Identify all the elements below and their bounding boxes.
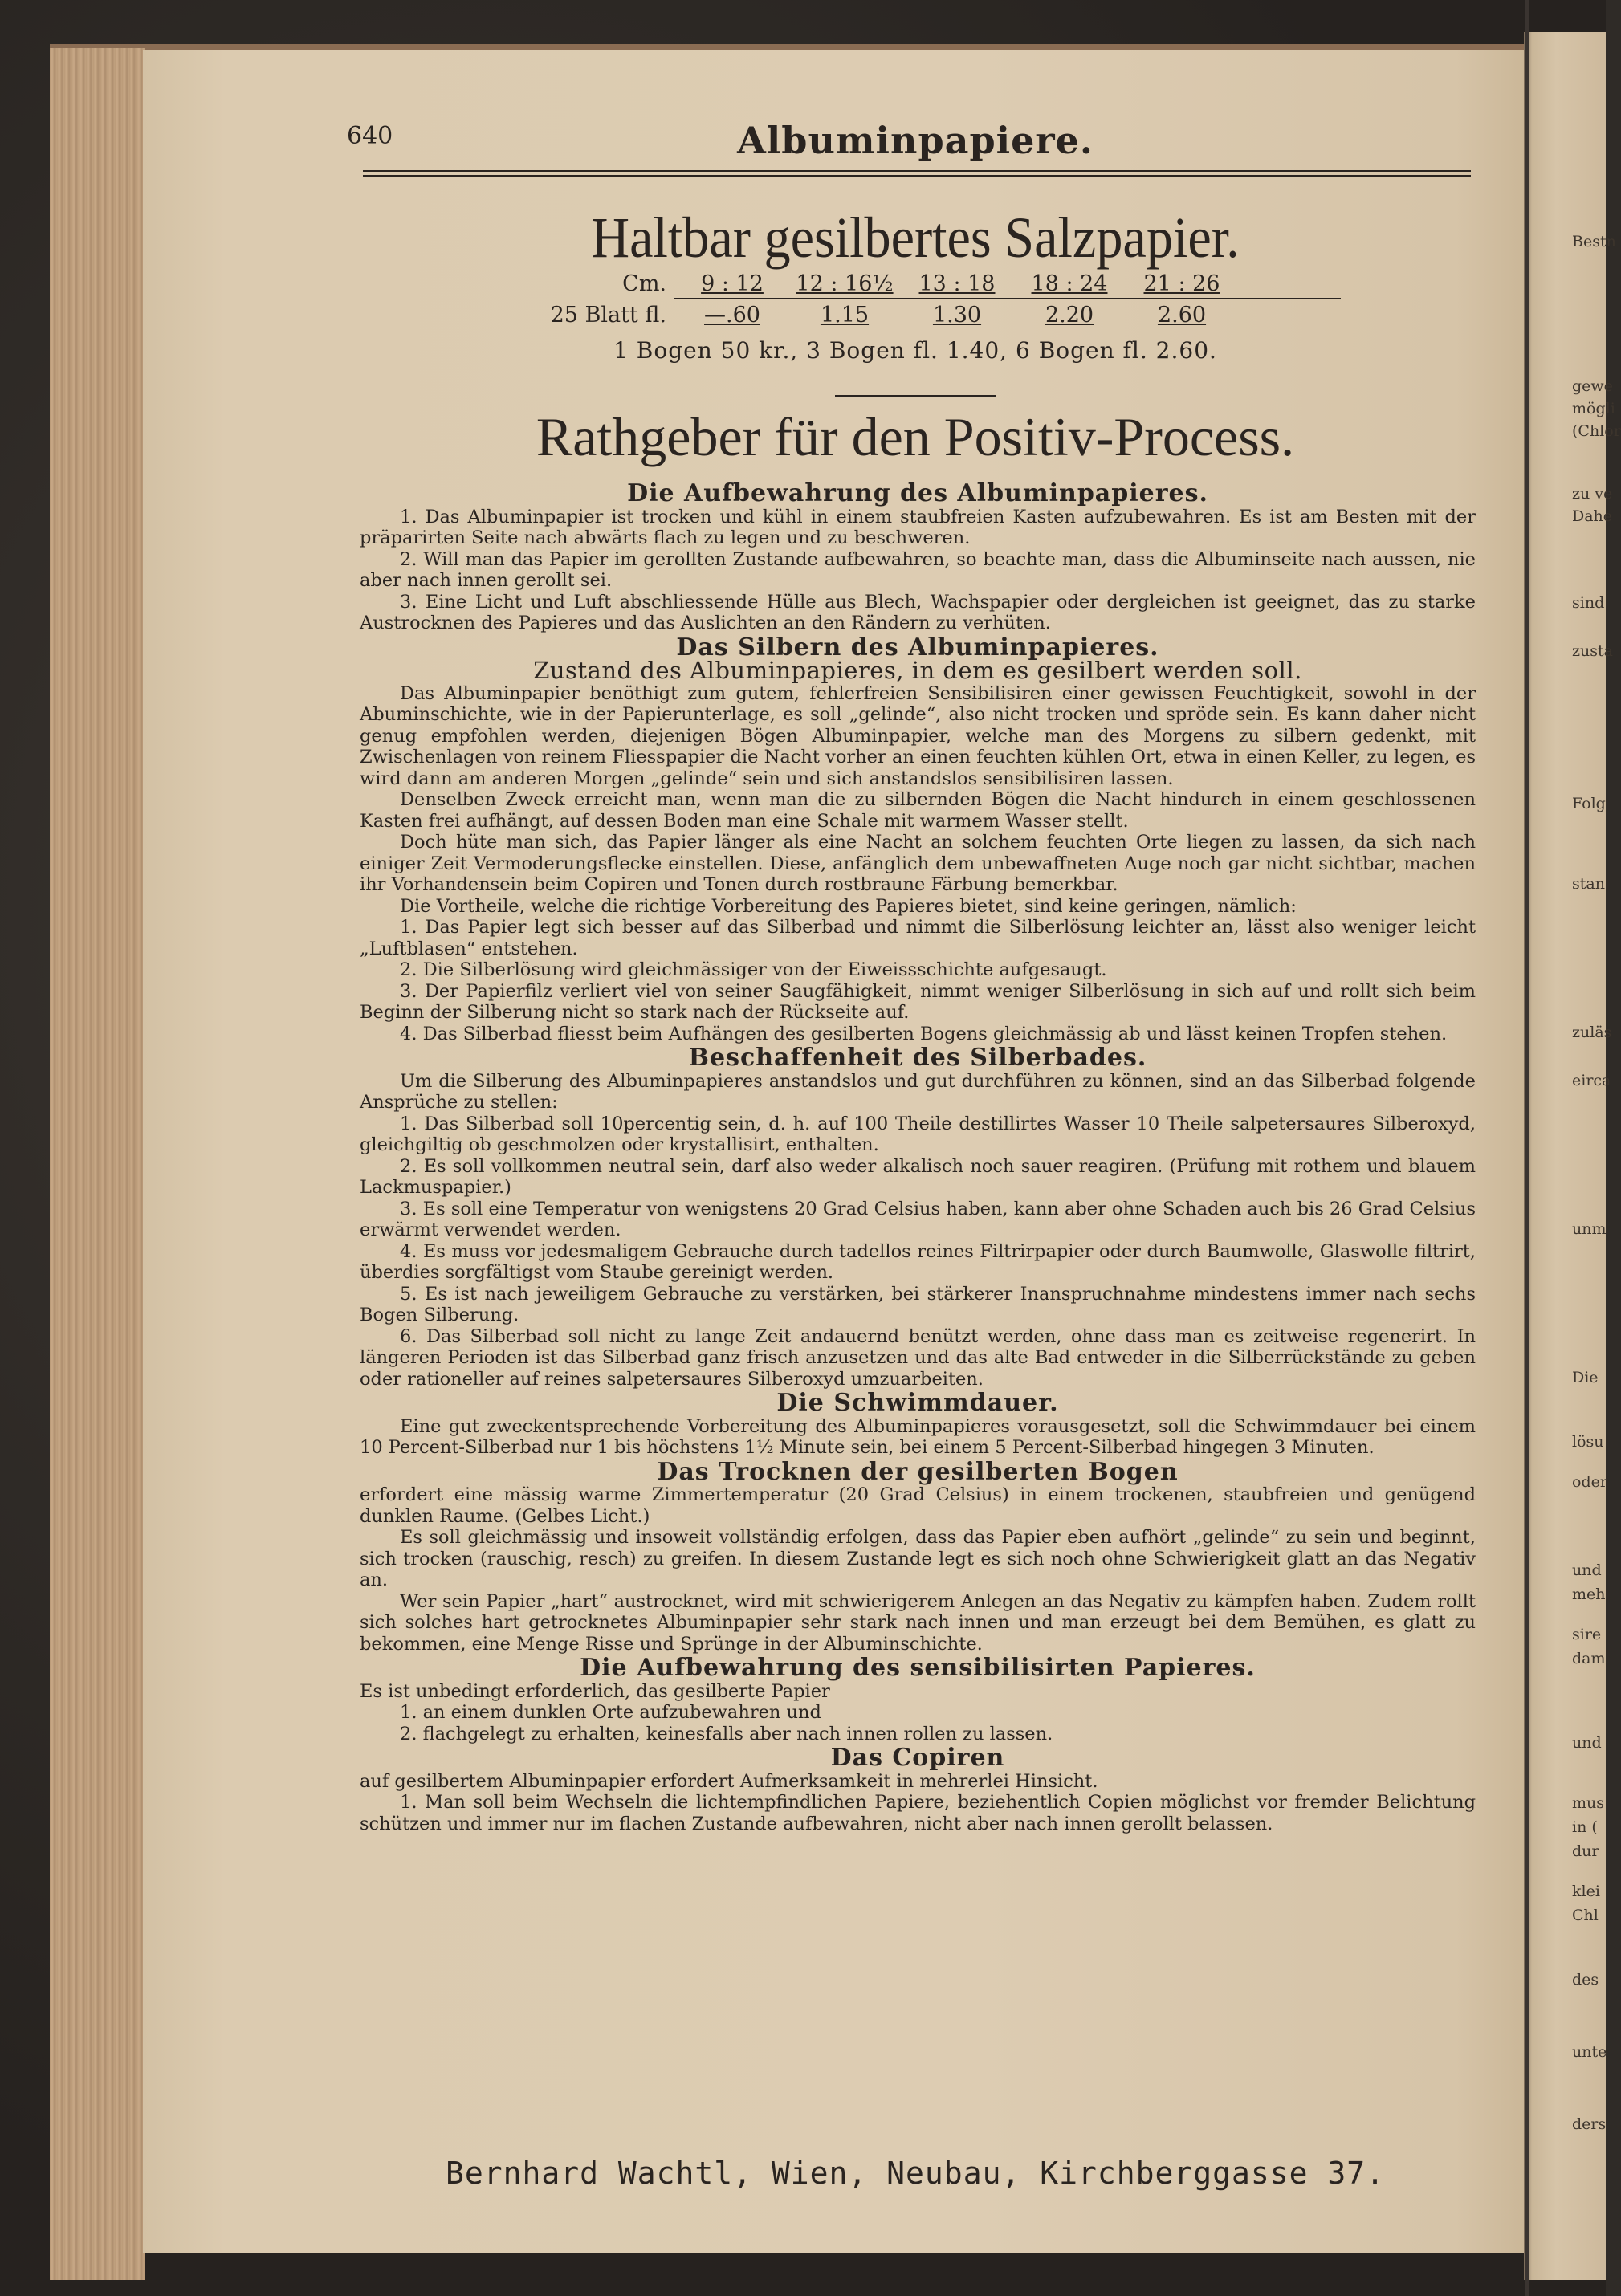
paragraph: 3. Eine Licht und Luft abschliessende Hülle aus Blech, Wachspapier oder dergleichen ist geeignet, das zu starke Austrocknen des Papieres und das Auslichten an den Rändern zu verhüten. bbox=[360, 591, 1476, 633]
salzpapier-heading: Haltbar gesilbertes Salzpapier. bbox=[591, 206, 1240, 270]
section-heading: Die Aufbewahrung des Albuminpapieres. bbox=[627, 479, 1208, 507]
adjacent-page-fragment: zuläs bbox=[1572, 1024, 1612, 1041]
adjacent-page-fragment: und bbox=[1572, 1734, 1602, 1752]
price-cell: 1.30 bbox=[932, 303, 982, 328]
size-cell: 9 : 12 bbox=[701, 271, 764, 296]
price-cell: 2.20 bbox=[1045, 303, 1094, 328]
paragraph: Das Albuminpapier benöthigt zum gutem, fehlerfreien Sensibilisiren einer gewissen Feuchtigkeit, sowohl in der Abuminschichte, wie in der Papierunterlage, es soll „gelinde“, also nicht trocken und spröde sein. Es kann daher nicht genug empfohlen werden, diejenigen Bögen Albuminpapier, welche man des Morgens zu silbern gedenkt, mit Zwischenlagen von reinem Fliesspapier die Nacht vorher an einen feuchten kühlen Ort, etwa in einen Keller, zu legen, es wird dann am anderen Morgen „gelinde“ sein und sich anstandslos sensibilisiren lassen. bbox=[360, 682, 1476, 789]
price-table-rule bbox=[674, 298, 1341, 299]
paragraph: 5. Es ist nach jeweiligem Gebrauche zu verstärken, bei stärkerer Inanspruchnahme mindestens immer nach sechs Bogen Silberung. bbox=[360, 1283, 1476, 1325]
adjacent-page-fragment: (Chlor bbox=[1572, 422, 1621, 440]
adjacent-page-fragment: Folg bbox=[1572, 795, 1606, 812]
adjacent-page-fragment: zu ve bbox=[1572, 485, 1613, 503]
paragraph: Um die Silberung des Albuminpapieres anstandslos und gut durchführen zu können, sind an das Silberbad folgende Ansprüche zu stellen: bbox=[360, 1070, 1476, 1113]
adjacent-page-fragment: Dahe bbox=[1572, 507, 1613, 525]
price-cell: 2.60 bbox=[1157, 303, 1207, 328]
price-cell: —.60 bbox=[704, 303, 760, 328]
adjacent-page-fragment: sind bbox=[1572, 594, 1605, 612]
size-row bbox=[514, 271, 1341, 296]
price-cell: 1.15 bbox=[820, 303, 870, 328]
paragraph: 4. Es muss vor jedesmaligem Gebrauche durch tadellos reines Filtrirpapier oder durch Baumwolle, Glaswolle filtrirt, überdies sorgfältigst vom Staube gereinigt werden. bbox=[360, 1240, 1476, 1283]
section-divider bbox=[835, 395, 996, 397]
article-body bbox=[360, 480, 1476, 1834]
adjacent-page-fragment: sire bbox=[1572, 1626, 1602, 1643]
size-cell: 18 : 24 bbox=[1031, 271, 1108, 296]
paragraph: 3. Der Papierfilz verliert viel von seiner Saugfähigkeit, nimmt weniger Silberlösung in sich auf und rollt sich beim Beginn der Silberung nicht so stark nach der Rückseite auf. bbox=[360, 980, 1476, 1023]
price-table bbox=[514, 271, 1341, 328]
section-heading: Das Silbern des Albuminpapieres. bbox=[676, 633, 1159, 662]
paragraph: 6. Das Silberbad soll nicht zu lange Zeit andauernd benützt werden, ohne dass man es zeitweise regenerirt. In längeren Perioden ist das Silberbad ganz frisch anzusetzen und das alte Bad entweder in die Silberrückstände zu geben oder rationeller auf reines salpetersaures Silberoxyd umzuarbeiten. bbox=[360, 1325, 1476, 1390]
section-heading: Das Trocknen der gesilberten Bogen bbox=[657, 1457, 1179, 1486]
header-rule-top bbox=[363, 170, 1471, 172]
paragraph: 2. Es soll vollkommen neutral sein, darf also weder alkalisch noch sauer reagiren. (Prüfung mit rothem und blauem Lackmuspapier.) bbox=[360, 1155, 1476, 1198]
paragraph: Wer sein Papier „hart“ austrocknet, wird mit schwierigerem Anlegen an das Negativ zu kämpfen haben. Zudem rollt sich solches hart getrocknetes Albuminpapier sehr stark nach innen und man erzeugt bei dem Bemühen, es glatt zu bekommen, eine Menge Risse und Sprünge in der Albuminschichte. bbox=[360, 1590, 1476, 1655]
adjacent-page-fragment: dur bbox=[1572, 1842, 1599, 1860]
section-heading: Das Copiren bbox=[830, 1744, 1005, 1772]
adjacent-page-fragment: lösu bbox=[1572, 1433, 1604, 1451]
section-heading: Die Aufbewahrung des sensibilisirten Papieres. bbox=[580, 1654, 1256, 1682]
paragraph: 1. Das Albuminpapier ist trocken und kühl in einem staubfreien Kasten aufzubewahren. Es ist am Besten mit der präparirten Seite nach abwärts flach zu legen und zu beschweren. bbox=[360, 506, 1476, 548]
adjacent-page-fragment: meh bbox=[1572, 1586, 1606, 1603]
section-heading: Beschaffenheit des Silberbades. bbox=[688, 1044, 1147, 1072]
header-rule-bottom bbox=[363, 175, 1471, 177]
paragraph: 1. Das Silberbad soll 10percentig sein, d. h. auf 100 Theile destillirtes Wasser 10 Theile salpetersaures Silberoxyd, gleichgiltig ob geschmolzen oder krystallisirt, enthalten. bbox=[360, 1113, 1476, 1155]
adjacent-page-fragment: unm bbox=[1572, 1220, 1607, 1238]
adjacent-page-fragment: Chl bbox=[1572, 1907, 1599, 1924]
page-number: 640 bbox=[347, 122, 393, 150]
adjacent-page-fragment: Die bbox=[1572, 1369, 1599, 1386]
adjacent-page-fragment: zusta bbox=[1572, 642, 1613, 660]
paragraph: Doch hüte man sich, das Papier länger als eine Nacht an solchem feuchten Orte liegen zu lassen, da sich nach einiger Zeit Vermoderungsflecke einstellen. Diese, anfänglich dem unbewaffneten Auge noch gar nicht sichtbar, machen ihr Vorhandensein beim Copiren und Tonen durch rostbraune Färbung bemerkbar. bbox=[360, 832, 1476, 895]
size-cell: 13 : 18 bbox=[918, 271, 996, 296]
paragraph: Die Vortheile, welche die richtige Vorbereitung des Papieres bietet, sind keine geringen, nämlich: bbox=[400, 895, 1297, 917]
paragraph: Denselben Zweck erreicht man, wenn man die zu silbernden Bögen die Nacht hindurch in einem geschlossenen Kasten frei aufhängt, auf dessen Boden man eine Schale mit warmem Wasser stellt. bbox=[360, 789, 1476, 832]
adjacent-page bbox=[1524, 32, 1606, 2280]
size-cell: 12 : 16½ bbox=[796, 271, 894, 296]
adjacent-page-fragment: dam bbox=[1572, 1650, 1606, 1667]
paragraph: Es ist unbedingt erforderlich, das gesilberte Papier bbox=[360, 1680, 830, 1702]
adjacent-page-fragment: in ( bbox=[1572, 1818, 1598, 1836]
paragraph: 4. Das Silberbad fliesst beim Aufhängen des gesilberten Bogens gleichmässig ab und lässt keinen Tropfen stehen. bbox=[400, 1023, 1448, 1044]
adjacent-page-fragment: oder bbox=[1572, 1473, 1607, 1491]
adjacent-page-fragment: mus bbox=[1572, 1794, 1605, 1812]
paragraph: erfordert eine mässig warme Zimmertemperatur (20 Grad Celsius) in einem trockenen, staubfreien und genügend dunklen Raume. (Gelbes Licht.) bbox=[360, 1484, 1476, 1527]
publisher-imprint: Bernhard Wachtl, Wien, Neubau, Kirchberggasse 37. bbox=[445, 2156, 1386, 2191]
paragraph: Es soll gleichmässig und insoweit vollständig erfolgen, dass das Papier eben aufhört „gelinde“ zu sein und beginnt, sich trocken (rauschig, resch) zu greifen. In diesem Zustande legt es sich noch ohne Schwierigkeit glatt an das Negativ an. bbox=[360, 1527, 1476, 1590]
adjacent-page-fragment: klei bbox=[1572, 1883, 1600, 1900]
paragraph: 3. Es soll eine Temperatur von wenigstens 20 Grad Celsius haben, kann aber ohne Schaden auch bis 26 Grad Celsius erwärmt verwendet werden. bbox=[360, 1198, 1476, 1240]
paragraph: 2. Die Silberlösung wird gleichmässiger von der Eiweissschichte aufgesaugt. bbox=[400, 959, 1107, 980]
section-heading: Die Schwimmdauer. bbox=[776, 1389, 1059, 1417]
size-label: Cm. bbox=[622, 271, 666, 296]
size-cell: 21 : 26 bbox=[1143, 271, 1220, 296]
adjacent-page-fragment: Bestn bbox=[1572, 233, 1616, 250]
adjacent-page-fragment: und bbox=[1572, 1561, 1602, 1579]
adjacent-page-fragment: mögli bbox=[1572, 400, 1615, 417]
price-label: 25 Blatt fl. bbox=[550, 303, 666, 328]
bogen-prices: 1 Bogen 50 kr., 3 Bogen fl. 1.40, 6 Bogen fl. 2.60. bbox=[613, 337, 1217, 364]
adjacent-page-fragment: gewe bbox=[1572, 377, 1613, 395]
page-stack-edge bbox=[50, 48, 145, 2280]
adjacent-page-fragment: ders bbox=[1572, 2115, 1607, 2133]
paragraph: 1. Man soll beim Wechseln die lichtempfindlichen Papiere, beziehentlich Copien möglichst vor fremder Belichtung schützen und immer nur im flachen Zustande aufbewahren, nicht aber nach innen gerollt belassen. bbox=[360, 1792, 1476, 1834]
gutter-line bbox=[1525, 0, 1529, 2296]
adjacent-page-fragment: unte bbox=[1572, 2043, 1607, 2061]
paragraph: Eine gut zweckentsprechende Vorbereitung des Albuminpapieres vorausgesetzt, soll die Schwimmdauer bei einem 10 Percent-Silberbad nur 1 bis höchstens 1½ Minute sein, bei einem 5 Percent-Silberbad hingegen 3 Minuten. bbox=[360, 1415, 1476, 1458]
paragraph: 1. Das Papier legt sich besser auf das Silberbad und nimmt die Silberlösung leichter an, lässt also weniger leicht „Luftblasen“ entstehen. bbox=[360, 917, 1476, 959]
price-row bbox=[514, 303, 1341, 328]
paragraph: 2. Will man das Papier im gerollten Zustande aufbewahren, so beachte man, dass die Albuminseite nach aussen, nie aber nach innen gerollt sei. bbox=[360, 548, 1476, 591]
paragraph: auf gesilbertem Albuminpapier erfordert Aufmerksamkeit in mehrerlei Hinsicht. bbox=[360, 1770, 1098, 1792]
running-title: Albuminpapiere. bbox=[737, 119, 1094, 162]
adjacent-page-fragment: eirca bbox=[1572, 1072, 1611, 1089]
adjacent-page-fragment: des bbox=[1572, 1971, 1599, 1989]
adjacent-page-fragment: stan bbox=[1572, 875, 1605, 893]
rathgeber-heading: Rathgeber für den Positiv-Process. bbox=[536, 406, 1295, 467]
paragraph: 2. flachgelegt zu erhalten, keinesfalls aber nach innen rollen zu lassen. bbox=[400, 1723, 1053, 1744]
paragraph: 1. an einem dunklen Orte aufzubewahren und bbox=[400, 1702, 821, 1723]
section-subheading: Zustand des Albuminpapieres, in dem es gesilbert werden soll. bbox=[533, 657, 1302, 684]
